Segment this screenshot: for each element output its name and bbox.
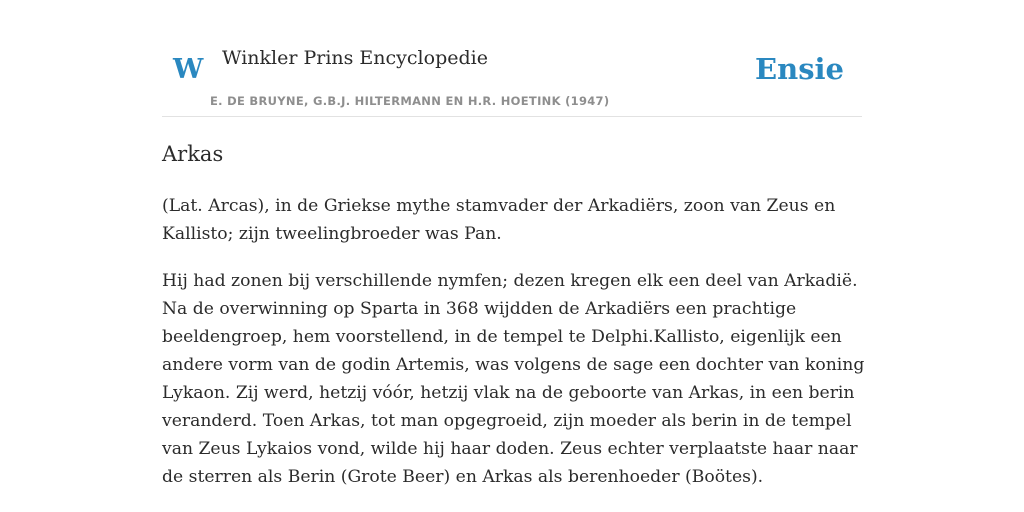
publication-logo[interactable]: W xyxy=(173,54,204,85)
article-paragraph-2: Hij had zonen bij verschillende nymfen; dezen kregen elk een deel van Arkadië. Na de overwinning op Sparta in 368 wijdden de Arkadiërs een prachtige beeldengroep, hem voorstellend, in de tempel te Delphi.Kallisto, eigenlijk een andere vorm van de godin Artemis, was volgens de sage een dochter van koning Lykaon. Zij werd, hetzij vóór, hetzij vlak na de geboorte van Arkas, in een berin veranderd. Toen Arkas, tot man opgegroeid, zijn moeder als berin in de tempel van Zeus Lykaios vond, wilde hij haar doden. Zeus echter verplaatste haar naar de sterren als Berin (Grote Beer) en Arkas als berenhoeder (Boötes). xyxy=(162,271,865,487)
site-header xyxy=(162,0,862,117)
publication-authors: E. DE BRUYNE, G.B.J. HILTERMANN EN H.R. HOETINK (1947) xyxy=(210,94,610,108)
article-paragraph-1: (Lat. Arcas), in de Griekse mythe stamvader der Arkadiërs, zoon van Zeus en Kallisto; zijn tweelingbroeder was Pan. xyxy=(162,196,836,244)
article-title: Arkas xyxy=(162,142,224,166)
article xyxy=(162,136,867,491)
ensie-logo-link[interactable]: Ensie xyxy=(755,52,844,86)
publication-title[interactable]: Winkler Prins Encyclopedie xyxy=(222,47,488,69)
